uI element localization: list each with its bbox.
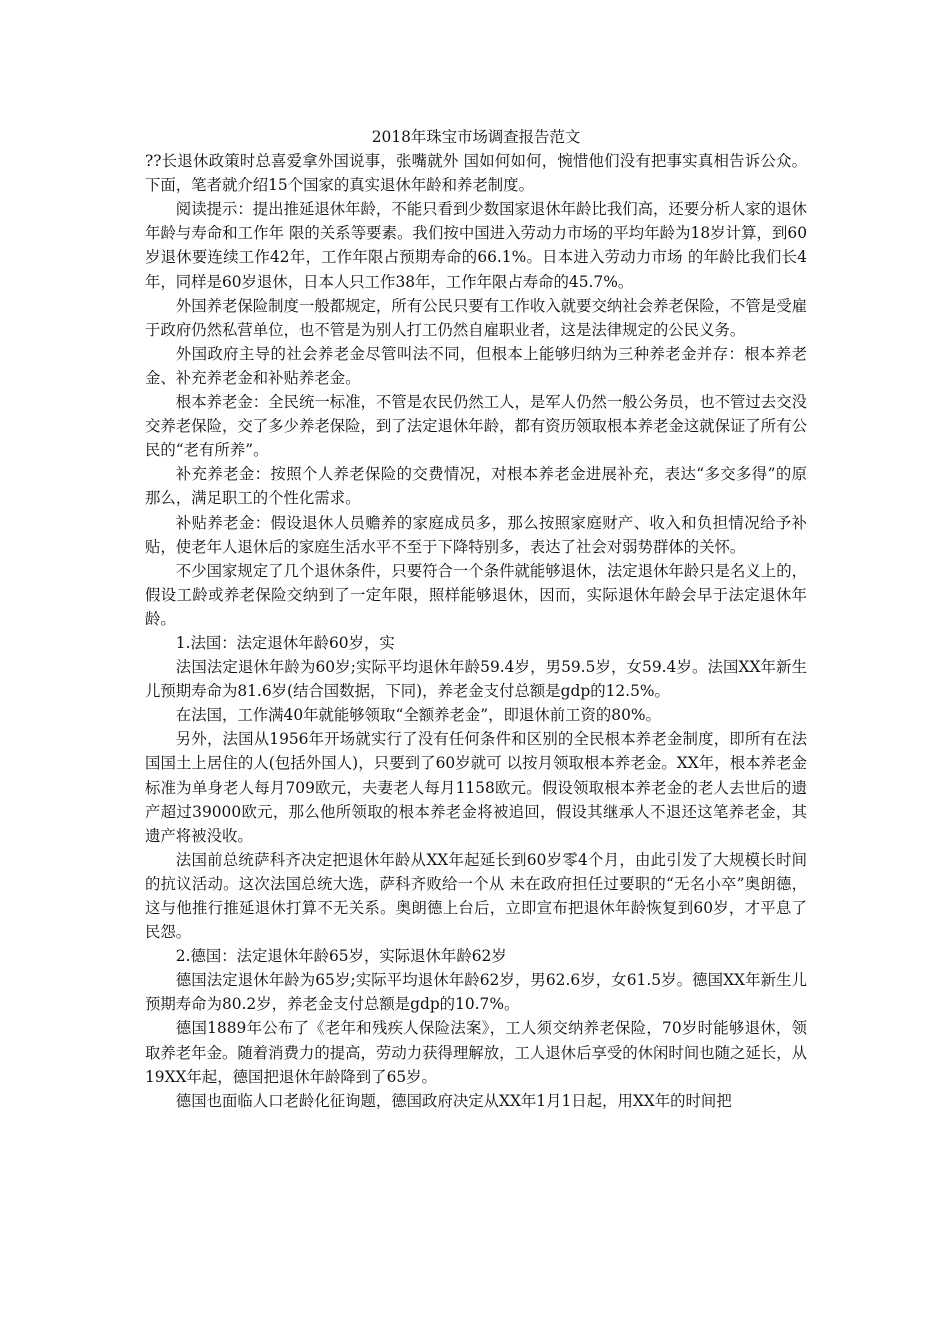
document-body (145, 149, 807, 1113)
body-paragraph: 1.法国：法定退休年龄60岁，实 (175, 633, 395, 652)
body-paragraph: ??长退休政策时总喜爱拿外国说事，张嘴就外 国如何如何，惋惜他们没有把事实真相告诉公众。下面，笔者就介绍15个国家的真实退休年龄和养老制度。 (145, 152, 807, 195)
document-title: 2018年珠宝市场调查报告范文 (371, 128, 581, 146)
body-paragraph: 在法国，工作满40年就能够领取“全额养老金”，即退休前工资的80%。 (175, 706, 661, 725)
body-paragraph: 德国也面临人口老龄化征询题，德国政府决定从XX年1月1日起，用XX年的时间把 (175, 1091, 732, 1110)
body-paragraph: 补充养老金：按照个人养老保险的交费情况，对根本养老金进展补充，表达“多交多得”的原那么，满足职工的个性化需求。 (145, 465, 807, 508)
body-paragraph: 外国政府主导的社会养老金尽管叫法不同，但根本上能够归纳为三种养老金并存：根本养老金、补充养老金和补贴养老金。 (145, 344, 807, 387)
body-paragraph: 法国法定退休年龄为60岁;实际平均退休年龄59.4岁，男59.5岁，女59.4岁。法国XX年新生儿预期寿命为81.6岁(结合国数据，下同)，养老金支付总额是gdp的12.5%。 (145, 658, 807, 701)
document-page (145, 125, 807, 1113)
body-paragraph: 法国前总统萨科齐决定把退休年龄从XX年起延长到60岁零4个月，由此引发了大规模长时间的抗议活动。这次法国总统大选，萨科齐败给一个从 未在政府担任过要职的“无名小卒”奥朗德，这与他推行推延退休打算不无关系。奥朗德上台后，立即宣布把退休年龄恢复到60岁，才平息了民怨。 (145, 850, 807, 942)
body-paragraph: 根本养老金：全民统一标准，不管是农民仍然工人，是军人仍然一般公务员，也不管过去交没交养老保险，交了多少养老保险，到了法定退休年龄，都有资历领取根本养老金这就保证了所有公民的“老有所养”。 (145, 393, 807, 460)
body-paragraph: 德国1889年公布了《老年和残疾人保险法案》，工人须交纳养老保险，70岁时能够退休，领取养老年金。随着消费力的提高，劳动力获得理解放，工人退休后享受的休闲时间也随之延长，从19XX年起，德国把退休年龄降到了65岁。 (145, 1019, 807, 1086)
body-paragraph: 阅读提示：提出推延退休年龄，不能只看到少数国家退休年龄比我们高，还要分析人家的退休年龄与寿命和工作年 限的关系等要素。我们按中国进入劳动力市场的平均年龄为18岁计算，到60岁退休要连续工作42年，工作年限占预期寿命的66.1%。日本进入劳动力市场 的年龄比我们长4年，同样是60岁退休，日本人只工作38年，工作年限占寿命的45.7%。 (145, 200, 807, 291)
body-paragraph: 不少国家规定了几个退休条件，只要符合一个条件就能够退休，法定退休年龄只是名义上的，假设工龄或养老保险交纳到了一定年限，照样能够退休，因而，实际退休年龄会早于法定退休年龄。 (145, 561, 807, 628)
body-paragraph: 德国法定退休年龄为65岁;实际平均退休年龄62岁，男62.6岁，女61.5岁。德国XX年新生儿预期寿命为80.2岁，养老金支付总额是gdp的10.7%。 (145, 971, 807, 1014)
body-paragraph: 另外，法国从1956年开场就实行了没有任何条件和区别的全民根本养老金制度，即所有在法国国土上居住的人(包括外国人)，只要到了60岁就可 以按月领取根本养老金。XX年，根本养老金标准为单身老人每月709欧元，夫妻老人每月1158欧元。假设领取根本养老金的老人去世后的遗产超过39000欧元，那么他所领取的根本养老金将被追回，假设其继承人不退还这笔养老金，其遗产将被没收。 (145, 730, 807, 845)
body-paragraph: 补贴养老金：假设退休人员赡养的家庭成员多，那么按照家庭财产、收入和负担情况给予补贴，使老年人退休后的家庭生活水平不至于下降特别多，表达了社会对弱势群体的关怀。 (145, 513, 807, 556)
body-paragraph: 外国养老保险制度一般都规定，所有公民只要有工作收入就要交纳社会养老保险，不管是受雇于政府仍然私营单位，也不管是为别人打工仍然自雇职业者，这是法律规定的公民义务。 (145, 296, 807, 339)
body-paragraph: 2.德国：法定退休年龄65岁，实际退休年龄62岁 (175, 947, 507, 966)
